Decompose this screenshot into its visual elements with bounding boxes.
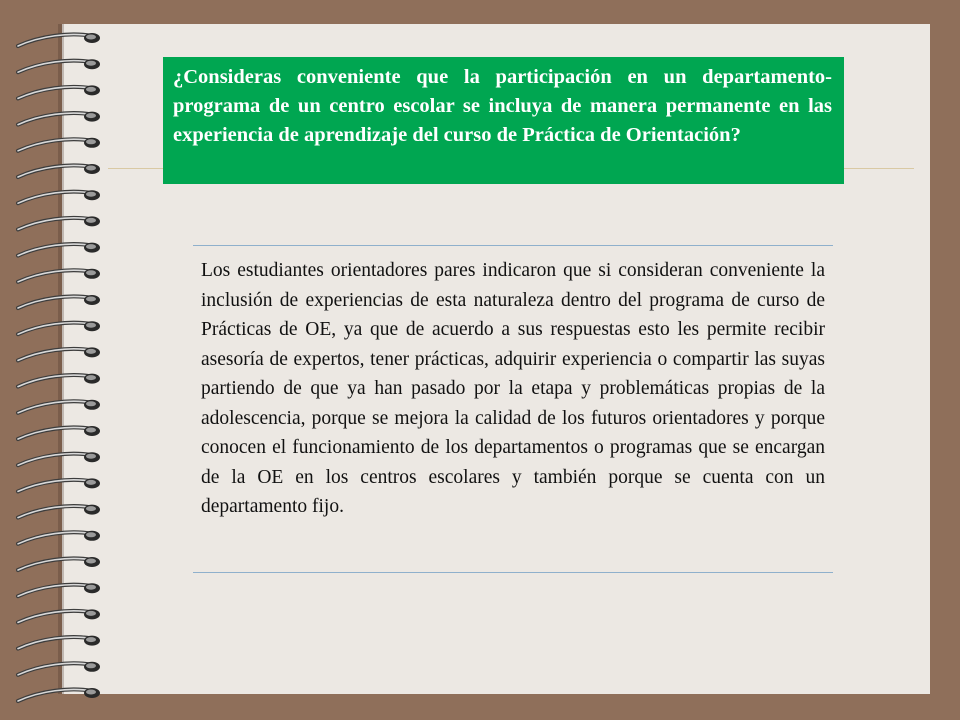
spiral-ring — [18, 557, 100, 570]
spiral-ring — [18, 531, 100, 544]
spiral-ring — [18, 426, 100, 439]
spiral-ring — [18, 505, 100, 518]
question-text: ¿Consideras conveniente que la participación en un departamento-programa de un centro escolar se incluya de manera permanente en las experiencia de aprendizaje del curso de Práctica de Orientación? — [173, 66, 832, 146]
spiral-ring — [18, 164, 100, 177]
question-box — [163, 57, 844, 184]
spiral-ring — [18, 609, 100, 622]
spiral-ring — [18, 347, 100, 360]
spiral-ring — [18, 452, 100, 465]
spiral-ring — [18, 85, 100, 98]
spiral-ring — [18, 478, 100, 491]
spiral-ring — [18, 216, 100, 229]
spiral-ring — [18, 269, 100, 282]
spiral-ring — [18, 636, 100, 649]
spiral-ring — [18, 190, 100, 203]
spiral-ring — [18, 662, 100, 675]
spiral-ring — [18, 321, 100, 334]
answer-box — [193, 245, 833, 573]
spiral-ring — [18, 59, 100, 72]
spiral-ring — [18, 583, 100, 596]
spiral-ring — [18, 374, 100, 387]
spiral-ring — [18, 33, 100, 46]
spiral-binding-icon — [0, 0, 120, 720]
answer-text: Los estudiantes orientadores pares indicaron que si consideran conveniente la inclusión de experiencias de esta naturaleza dentro del programa de curso de Prácticas de OE, ya que de acuerdo a sus respuestas esto les permite recibir asesoría de expertos, tener prácticas, adquirir experiencia o compartir las suyas partiendo de que ya han pasado por la etapa y problemáticas propias de la adolescencia, porque se mejora la calidad de los futuros orientadores y porque conocen el funcionamiento de los departamentos o programas que se encargan de la OE en los centros escolares y también porque se cuenta con un departamento fijo. — [201, 260, 825, 517]
spiral-rings — [18, 33, 100, 701]
spiral-ring — [18, 138, 100, 151]
spiral-ring — [18, 400, 100, 413]
spiral-ring — [18, 688, 100, 701]
spiral-ring — [18, 295, 100, 308]
spiral-ring — [18, 112, 100, 125]
spiral-ring — [18, 243, 100, 256]
